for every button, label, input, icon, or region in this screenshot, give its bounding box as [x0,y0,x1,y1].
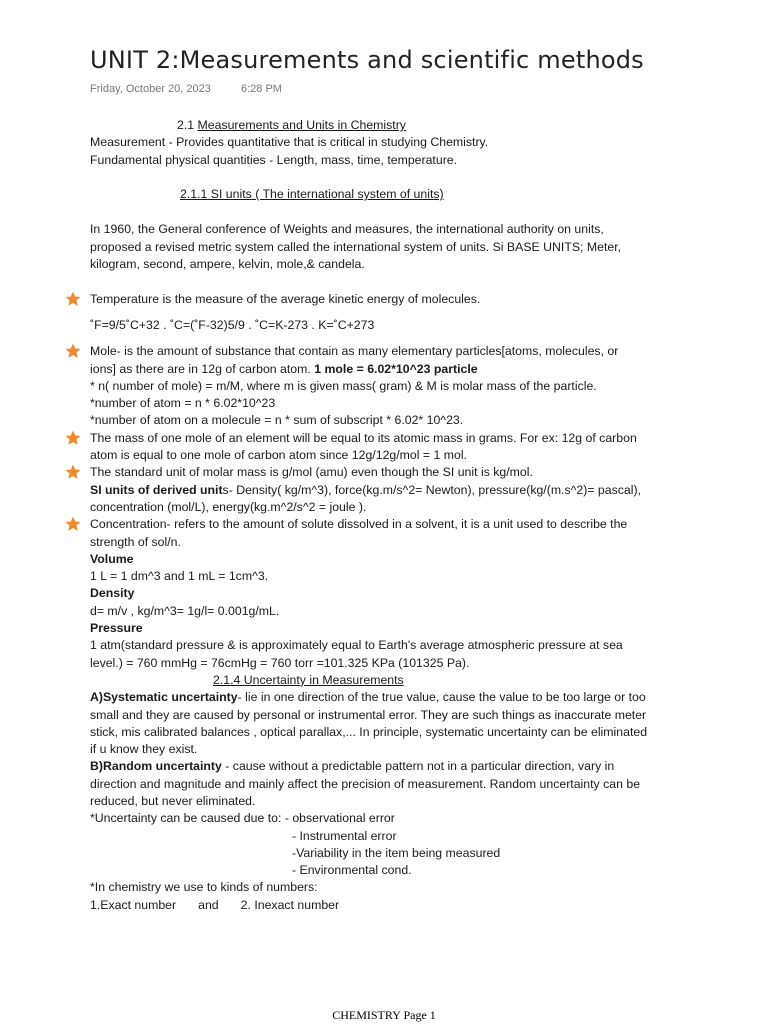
list-item: - Environmental cond. [292,863,412,878]
volume-label: Volume [90,551,134,566]
text-line: strength of sol/n. [90,534,181,549]
bullet-mass-mole: The mass of one mole of an element will be equal to its atomic mass in grams. For ex: 12g of carbon [90,430,680,447]
star-icon [64,429,82,447]
page-title: UNIT 2:Measurements and scientific methods [90,46,644,74]
text-line: *Uncertainty can be caused due to: - observational error [90,811,395,826]
text-line: Fundamental physical quantities - Length, mass, time, temperature. [90,152,458,167]
text-line: B)Random uncertainty - cause without a predictable pattern not in a particular direction, vary in [90,759,615,774]
text-line: kilogram, second, ampere, kelvin, mole,& candela. [90,257,365,272]
star-icon [64,515,82,533]
text-line: if u know they exist. [90,742,198,757]
text-line: reduced, but never eliminated. [90,793,256,808]
text-line: stick, mis calibrated balances , optical parallax,... In principle, systematic uncertainty can be eliminated [90,724,648,739]
text-line: A)Systematic uncertainty- lie in one direction of the true value, cause the value to be too large or too [90,690,646,705]
bullet-molar-mass: The standard unit of molar mass is g/mol (amu) even though the SI unit is kg/mol. [90,464,680,481]
text-line: atom is equal to one mole of carbon atom since 12g/12g/mol = 1 mol. [90,448,467,463]
page-time: 6:28 PM [241,83,282,95]
bullet-concentration: Concentration- refers to the amount of solute dissolved in a solvent, it is a unit used to describe the [90,516,680,533]
text-line: Measurement - Provides quantitative that is critical in studying Chemistry. [90,135,489,150]
list-item: - Instrumental error [292,828,397,843]
note-content [90,117,680,914]
text-line: 1 L = 1 dm^3 and 1 mL = 1cm^3. [90,569,269,584]
section-heading-2-1: 2.1 Measurements and Units in Chemistry [177,118,406,132]
star-icon [64,290,82,308]
section-heading-2-1-4: 2.1.4 Uncertainty in Measurements [213,672,404,687]
density-label: Density [90,586,135,601]
text-line: SI units of derived units- Density( kg/m^3), force(kg.m/s^2= Newton), pressure(kg/(m.s^2)= pascal), [90,482,641,497]
text-line: ions] as there are in 12g of carbon atom. 1 mole = 6.02*10^23 particle [90,361,478,376]
text-line: level.) = 760 mmHg = 76cmHg = 760 torr =101.325 KPa (101325 Pa). [90,655,470,670]
star-icon [64,342,82,360]
text-line: direction and magnitude and mainly affect the precision of measurement. Random uncertainty can be [90,776,641,791]
bullet-mole: Mole- is the amount of substance that contain as many elementary particles[atoms, molecules, or [90,343,680,360]
temperature-formulas: ˚F=9/5˚C+32 . ˚C=(˚F-32)5/9 . ˚C=K-273 . K=˚C+273 [90,317,375,332]
text-line: concentration (mol/L), energy(kg.m^2/s^2 = joule ). [90,499,367,514]
text-line: small and they are caused by personal or instrumental error. They are such things as inaccurate meter [90,707,647,722]
text-line: *number of atom = n * 6.02*10^23 [90,396,276,411]
text-line: * n( number of mole) = m/M, where m is given mass( gram) & M is molar mass of the particle. [90,378,597,393]
page-timestamp [90,83,282,95]
text-line: 1 atm(standard pressure & is approximately equal to Earth's average atmospheric pressure at sea [90,638,623,653]
page-date: Friday, October 20, 2023 [90,83,211,95]
text-line: d= m/v , kg/m^3= 1g/l= 0.001g/mL. [90,603,280,618]
text-line: In 1960, the General conference of Weights and measures, the international authority on units, [90,222,604,237]
text-line: *number of atom on a molecule = n * sum of subscript * 6.02* 10^23. [90,413,464,428]
section-heading-2-1-1: 2.1.1 SI units ( The international system of units) [180,187,444,202]
page-footer: CHEMISTRY Page 1 [332,1008,436,1022]
list-item: -Variability in the item being measured [292,845,501,860]
bullet-temperature: Temperature is the measure of the average kinetic energy of molecules. [90,291,680,308]
star-icon [64,463,82,481]
text-line: *In chemistry we use to kinds of numbers: [90,880,318,895]
text-line: proposed a revised metric system called the international system of units. Si BASE UNITS; Meter, [90,239,622,254]
text-line: 1.Exact number and 2. Inexact number [90,897,340,912]
pressure-label: Pressure [90,621,143,636]
